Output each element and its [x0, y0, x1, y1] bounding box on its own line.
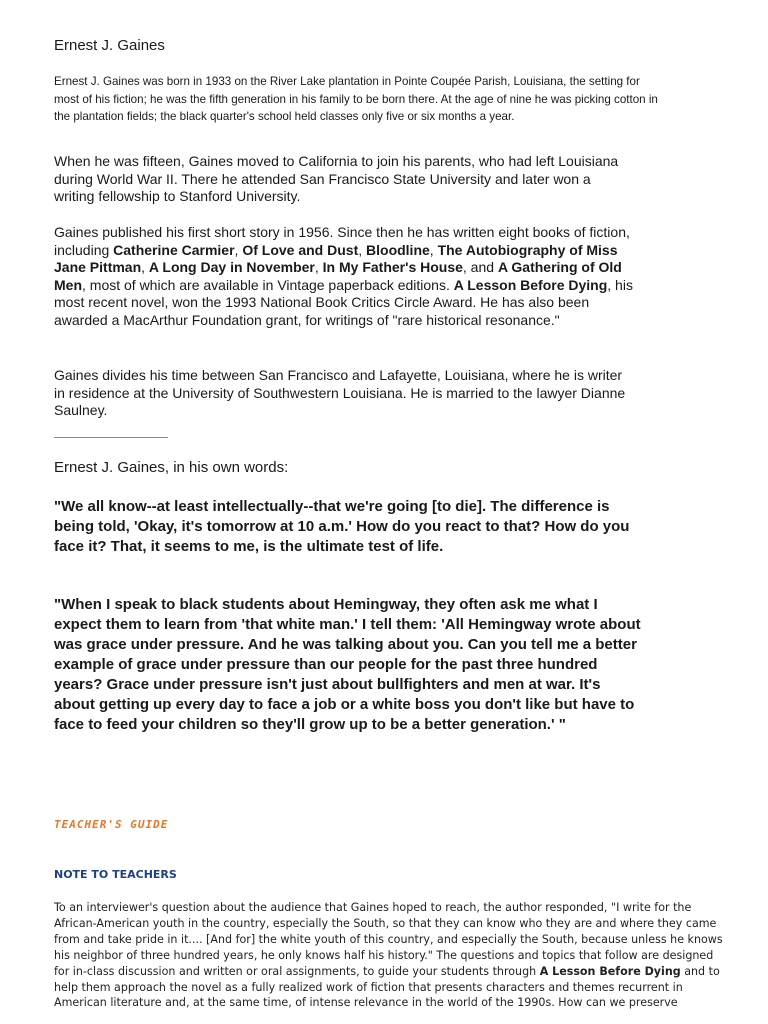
note-to-teachers-paragraph: To an interviewer's question about the audience that Gaines hoped to reach, the author responded, "I write for the African-American youth in the country, especially the South, so that they can know who they are and where they came from and take pride in it.... [And for] the white youth of this country, and especially the South, because unless he knows his neighbor of three hundred years, he only knows half his history." The questions and topics that follow are designed for in-class discussion and written or oral assignments, to guide your students through A Lesson Before Dying and to help them approach the novel as a fully realized work of fiction that presents characters and themes recurrent in American literature and, at the same time, of intense relevance in the world of the 1990s. How can we preserve — [54, 901, 723, 1010]
book-title: Catherine Carmier — [113, 241, 235, 258]
own-words-heading: Ernest J. Gaines, in his own words: — [54, 459, 289, 476]
book-title: A Lesson Before Dying — [453, 276, 608, 293]
book-title: In My Father's House — [322, 259, 463, 276]
bio-intro-paragraph: Ernest J. Gaines was born in 1933 on the River Lake plantation in Pointe Coupée Parish, Louisiana, the setting for most of his fiction; he was the fifth generation in his family to be born there. At the age of nine he was picking cotton in the plantation fields; the black quarter's school held classes only five or six months a year. — [54, 75, 658, 124]
note-to-teachers-heading: NOTE TO TEACHERS — [54, 868, 177, 881]
author-heading: Ernest J. Gaines — [54, 37, 165, 54]
bio-paragraph-residence: Gaines divides his time between San Francisco and Lafayette, Louisiana, where he is writer in residence at the University of Southwestern Louisiana. He is married to the lawyer Dianne Saulney. — [54, 367, 626, 419]
section-divider — [54, 437, 168, 438]
book-title: Of Love and Dust — [242, 241, 359, 258]
book-title: The Autobiography of Miss Jane Pittman — [54, 241, 618, 276]
quote-hemingway: "When I speak to black students about Hemingway, they often ask me what I expect them to learn from 'that white man.' I tell them: 'All Hemingway wrote about was grace under pressure. And he was talking about you. Can you tell me a better example of grace under pressure than our people for the past three hundred years? Grace under pressure isn't just about bullfighters and men at war. It's about getting up every day to face a job or a white boss you don't like but have to face to feed your children so they'll grow up to be a better generation.' " — [54, 596, 641, 733]
book-title: Bloodline — [366, 241, 430, 258]
teachers-guide-banner: TEACHER'S GUIDE — [54, 818, 169, 831]
bio-paragraph-works: Gaines published his first short story in 1956. Since then he has written eight books of fiction, including Catherine Carmier, Of Love and Dust, Bloodline, The Autobiography of Miss Jane Pittman, A Long Day in November, In My Father's House, and A Gathering of Old Men, most of which are available in Vintage paperback editions. A Lesson Before Dying, his most recent novel, won the 1993 National Book Critics Circle Award. He has also been awarded a MacArthur Foundation grant, for writings of "rare historical resonance." — [54, 224, 633, 328]
book-title: A Gathering of Old Men — [54, 259, 622, 293]
book-title: A Long Day in November — [148, 259, 315, 276]
quote-dying: "We all know--at least intellectually--that we're going [to die]. The difference is being told, 'Okay, it's tomorrow at 10 a.m.' How do you react to that? How do you face it? That, it seems to me, is the ultimate test of life. — [54, 498, 630, 555]
bio-paragraph-california: When he was fifteen, Gaines moved to California to join his parents, who had left Louisiana during World War II. There he attended San Francisco State University and later won a writing fellowship to Stanford University. — [54, 153, 619, 205]
book-title: A Lesson Before Dying — [539, 964, 681, 978]
